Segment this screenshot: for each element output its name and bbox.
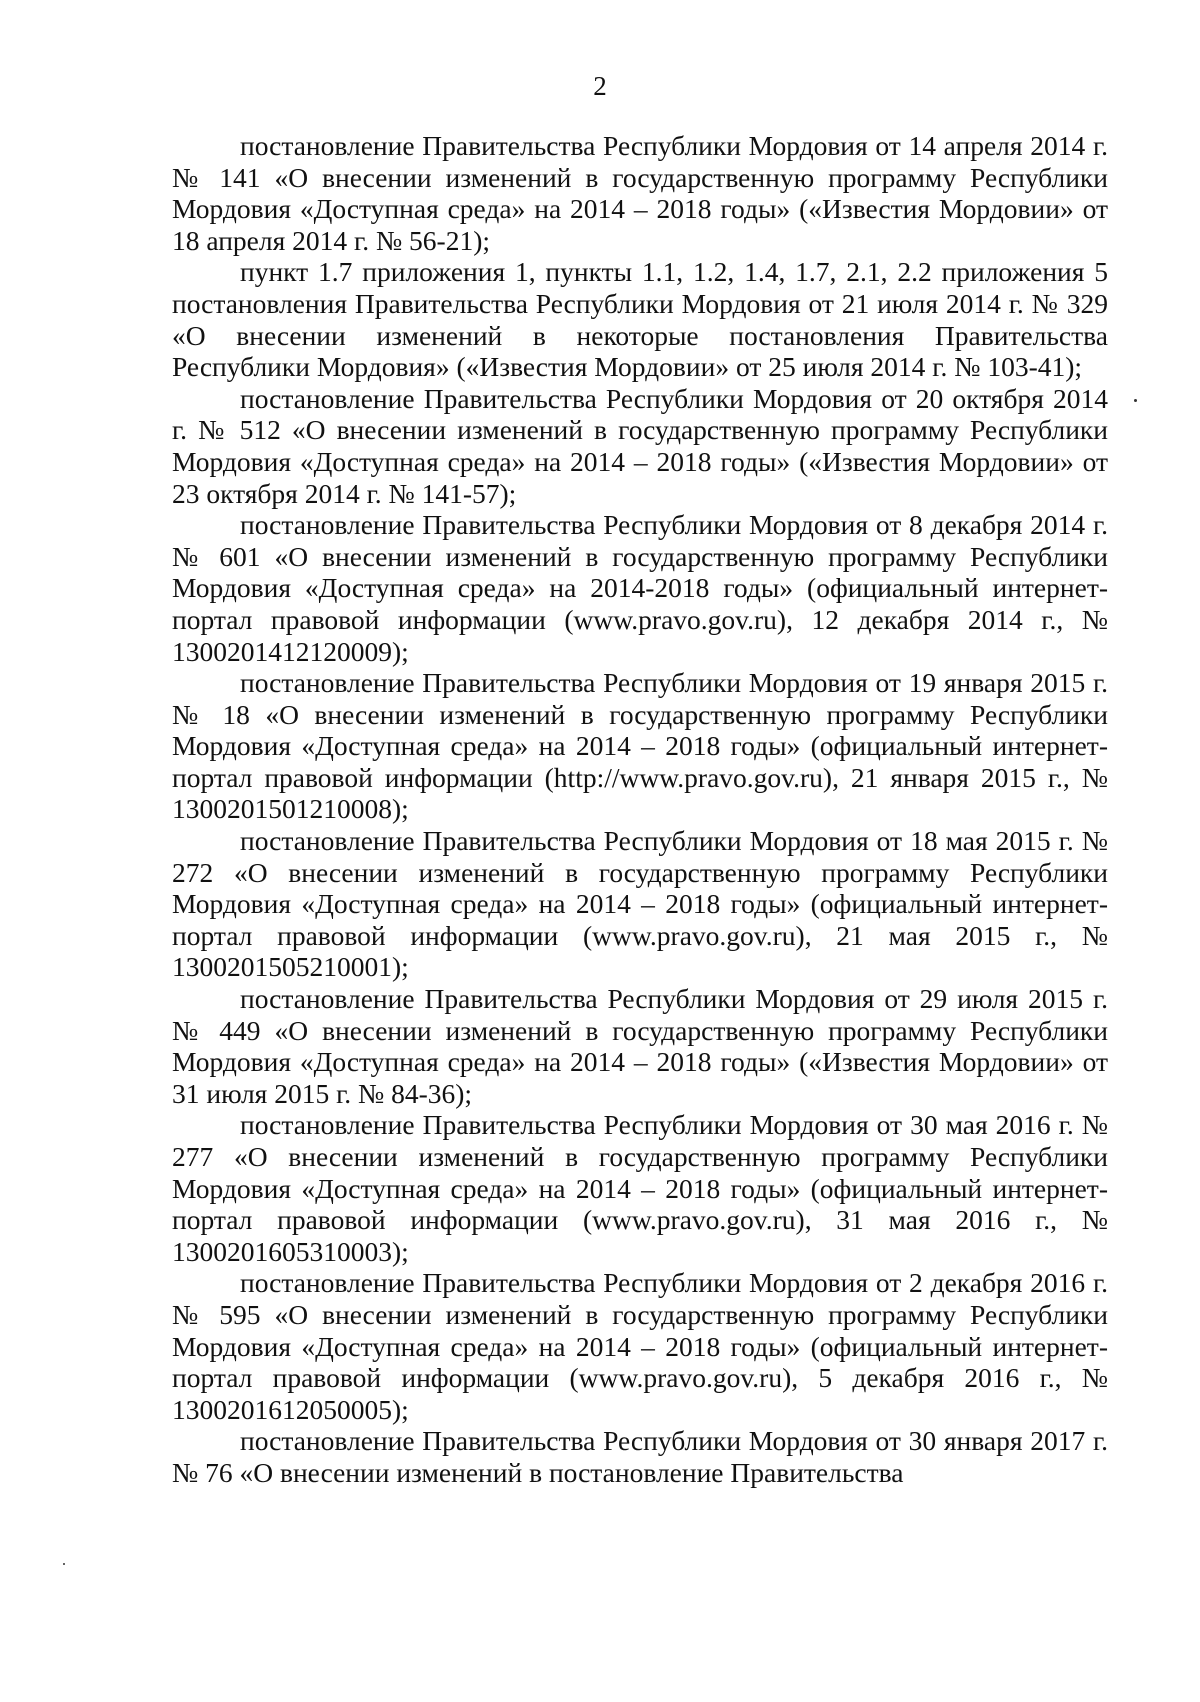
scan-speck — [1134, 399, 1137, 402]
page-number: 2 — [593, 71, 607, 101]
paragraph-1: постановление Правительства Республики Мордовия от 14 апреля 2014 г. № 141 «О внесении изменений в государственную программу Республики Мордовия «Доступная среда» на 2014 – 2018 годы» («Известия Мордовии» от 18 апреля 2014 г. № 56-21); — [172, 130, 1108, 256]
paragraph-4: постановление Правительства Республики Мордовия от 8 декабря 2014 г. № 601 «О внесении изменений в государственную программу Республики Мордовия «Доступная среда» на 2014-2018 годы» (официальный интернет-портал правовой информации (www.pravo.gov.ru), 12 декабря 2014 г., № 1300201412120009); — [172, 509, 1108, 667]
paragraph-3: постановление Правительства Республики Мордовия от 20 октября 2014 г. № 512 «О внесении изменений в государственную программу Республики Мордовия «Доступная среда» на 2014 – 2018 годы» («Известия Мордовии» от 23 октября 2014 г. № 141-57); — [172, 382, 1108, 509]
document-body — [172, 130, 1108, 1489]
scan-speck — [63, 1563, 65, 1565]
paragraph-5: постановление Правительства Республики Мордовия от 19 января 2015 г. № 18 «О внесении изменений в государственную программу Республики Мордовия «Доступная среда» на 2014 – 2018 годы» (официальный интернет-портал правовой информации (http://www.pravo.gov.ru), 21 января 2015 г., № 1300201501210008); — [172, 667, 1108, 825]
paragraph-2: пункт 1.7 приложения 1, пункты 1.1, 1.2, 1.4, 1.7, 2.1, 2.2 приложения 5 постановления Правительства Республики Мордовия от 21 июля 2014 г. № 329 «О внесении изменений в некоторые постановления Правительства Республики Мордовия» («Известия Мордовии» от 25 июля 2014 г. № 103-41); — [172, 256, 1108, 383]
paragraph-8: постановление Правительства Республики Мордовия от 30 мая 2016 г. № 277 «О внесении изменений в государственную программу Республики Мордовия «Доступная среда» на 2014 – 2018 годы» (официальный интернет-портал правовой информации (www.pravo.gov.ru), 31 мая 2016 г., № 1300201605310003); — [172, 1109, 1108, 1267]
paragraph-9: постановление Правительства Республики Мордовия от 2 декабря 2016 г. № 595 «О внесении изменений в государственную программу Республики Мордовия «Доступная среда» на 2014 – 2018 годы» (официальный интернет-портал правовой информации (www.pravo.gov.ru), 5 декабря 2016 г., № 1300201612050005); — [172, 1267, 1108, 1425]
paragraph-6: постановление Правительства Республики Мордовия от 18 мая 2015 г. № 272 «О внесении изменений в государственную программу Республики Мордовия «Доступная среда» на 2014 – 2018 годы» (официальный интернет-портал правовой информации (www.pravo.gov.ru), 21 мая 2015 г., № 1300201505210001); — [172, 825, 1108, 983]
paragraph-10: постановление Правительства Республики Мордовия от 30 января 2017 г. № 76 «О внесении изменений в постановление Правительства — [172, 1425, 1108, 1488]
paragraph-7: постановление Правительства Республики Мордовия от 29 июля 2015 г. № 449 «О внесении изменений в государственную программу Республики Мордовия «Доступная среда» на 2014 – 2018 годы» («Известия Мордовии» от 31 июля 2015 г. № 84-36); — [172, 983, 1108, 1109]
